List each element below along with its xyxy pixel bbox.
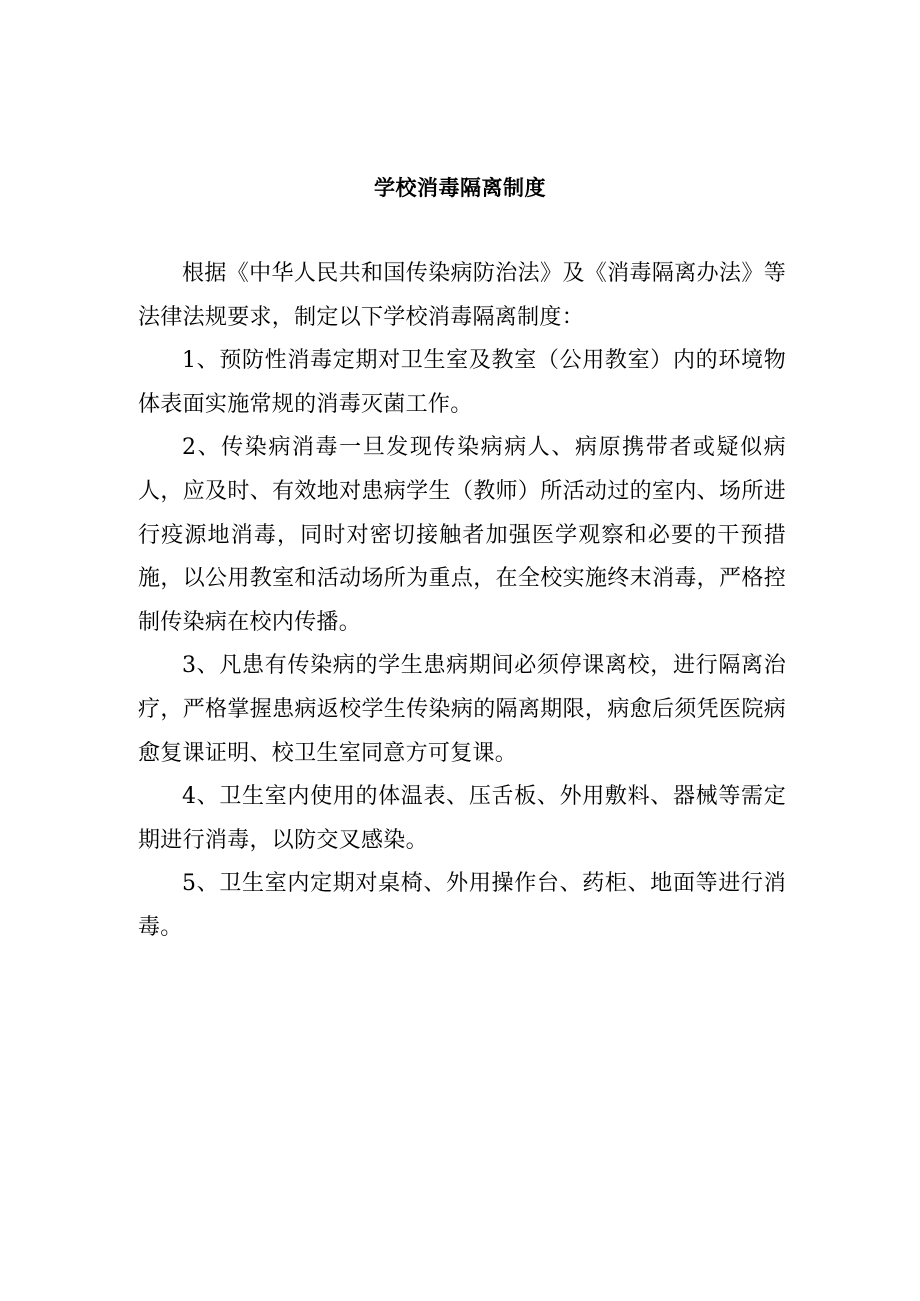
paragraph-item-2: 2、传染病消毒一旦发现传染病病人、病原携带者或疑似病人，应及时、有效地对患病学生（教师）所活动过的室内、场所进行疫源地消毒，同时对密切接触者加强医学观察和必要的干预措施，以公用教室和活动场所为重点，在全校实施终末消毒，严格控制传染病在校内传播。 [138,435,786,635]
paragraph-item-5: 5、卫生室内定期对桌椅、外用操作台、药柜、地面等进行消毒。 [138,871,786,940]
paragraph-item-4: 4、卫生室内使用的体温表、压舌板、外用敷料、器械等需定期进行消毒，以防交叉感染。 [138,784,786,853]
paragraph-intro: 根据《中华人民共和国传染病防治法》及《消毒隔离办法》等法律法规要求，制定以下学校消毒隔离制度： [138,261,786,330]
document-title: 学校消毒隔离制度 [374,175,546,200]
paragraph-item-1: 1、预防性消毒定期对卫生室及教室（公用教室）内的环境物体表面实施常规的消毒灭菌工作。 [138,348,786,417]
document-body [138,252,786,950]
paragraph-item-3: 3、凡患有传染病的学生患病期间必须停课离校，进行隔离治疗，严格掌握患病返校学生传染病的隔离期限，病愈后须凭医院病愈复课证明、校卫生室同意方可复课。 [138,653,786,766]
